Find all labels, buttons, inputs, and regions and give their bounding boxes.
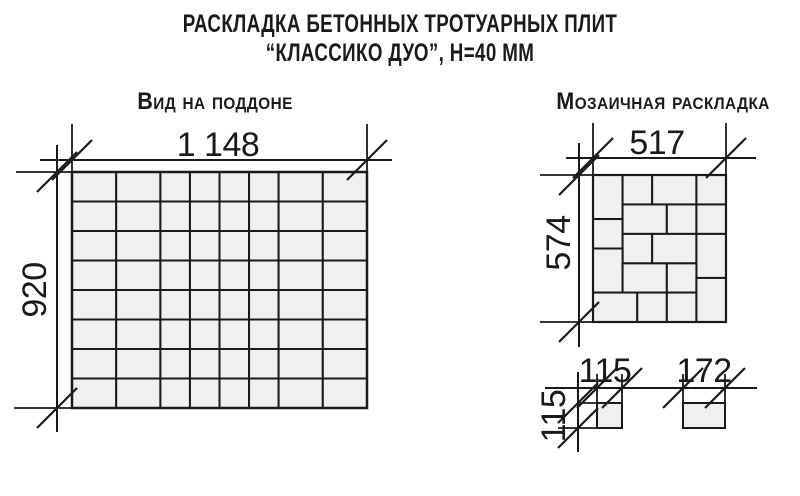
- pallet-tile: [72, 202, 116, 232]
- pallet-tile: [190, 202, 220, 232]
- mosaic-tile: [623, 175, 653, 204]
- pallet-tile: [160, 231, 190, 261]
- pallet-tile: [160, 290, 190, 320]
- pallet-tile: [72, 172, 116, 202]
- pallet-tile: [160, 320, 190, 350]
- pallet-tile: [72, 290, 116, 320]
- mosaic-tile: [696, 234, 726, 278]
- pallet-tile: [323, 290, 367, 320]
- mosaic-tile: [623, 204, 667, 233]
- pallet-tile: [279, 290, 323, 320]
- pallet-tile: [279, 261, 323, 291]
- pallet-tile: [220, 349, 250, 379]
- pallet-tile: [249, 202, 279, 232]
- pallet-tile: [160, 379, 190, 409]
- pallet-tile: [323, 320, 367, 350]
- title-line-2: “КЛАССИКО ДУО”, Н=40 ММ: [265, 39, 535, 67]
- pallet-tile: [279, 172, 323, 202]
- pallet-tile: [220, 202, 250, 232]
- pallet-tile: [220, 231, 250, 261]
- pallet-tile: [279, 379, 323, 409]
- mosaic-tile: [637, 293, 667, 322]
- pallet-tile: [116, 349, 160, 379]
- pallet-view-label: Вид на поддоне: [137, 88, 293, 115]
- pallet-tile: [116, 231, 160, 261]
- pallet-height-label: 920: [16, 262, 54, 318]
- mosaic-tile: [667, 204, 697, 233]
- pallet-tile: [72, 231, 116, 261]
- pallet-tile: [279, 320, 323, 350]
- pallet-tile: [190, 290, 220, 320]
- pallet-tile: [323, 349, 367, 379]
- pallet-tile: [116, 320, 160, 350]
- mosaic-view-label: Мозаичная раскладка: [556, 88, 770, 115]
- pallet-tile: [249, 320, 279, 350]
- mosaic-tile: [667, 263, 697, 292]
- pallet-tile: [279, 349, 323, 379]
- pallet-tile: [220, 379, 250, 409]
- square-width-label: 115: [578, 352, 632, 390]
- detail-rect-tile: [683, 403, 725, 428]
- pallet-tile: [249, 379, 279, 409]
- pallet-tile: [249, 231, 279, 261]
- pallet-tile: [160, 261, 190, 291]
- pallet-tile: [190, 379, 220, 409]
- pallet-tile: [220, 320, 250, 350]
- pallet-tile: [190, 231, 220, 261]
- mosaic-tile: [593, 293, 637, 322]
- pallet-tile: [160, 349, 190, 379]
- mosaic-tile: [623, 263, 667, 292]
- pallet-tile: [72, 379, 116, 409]
- mosaic-tile: [652, 234, 696, 263]
- pallet-tile: [249, 290, 279, 320]
- pallet-tile: [72, 261, 116, 291]
- mosaic-tile: [593, 219, 623, 248]
- mosaic-tile: [696, 175, 726, 204]
- pallet-tile: [249, 172, 279, 202]
- pallet-tile: [116, 202, 160, 232]
- mosaic-tile: [652, 175, 696, 204]
- pallet-tile: [116, 290, 160, 320]
- pallet-tile: [116, 379, 160, 409]
- title-line-1: РАСКЛАДКА БЕТОННЫХ ТРОТУАРНЫХ ПЛИТ: [182, 10, 618, 38]
- mosaic-tile: [696, 278, 726, 322]
- pallet-width-label: 1 148: [176, 126, 260, 164]
- square-height-label: 115: [535, 389, 573, 443]
- rect-width-label: 172: [676, 352, 732, 390]
- pallet-tile: [160, 172, 190, 202]
- pallet-tile: [249, 261, 279, 291]
- pallet-tile: [190, 172, 220, 202]
- mosaic-tile: [593, 175, 623, 219]
- pallet-tile: [116, 172, 160, 202]
- pallet-tile: [249, 349, 279, 379]
- pallet-tile: [323, 202, 367, 232]
- pallet-tile: [279, 231, 323, 261]
- pallet-tile: [190, 349, 220, 379]
- mosaic-tile: [696, 204, 726, 233]
- pallet-tile: [323, 261, 367, 291]
- mosaic-height-label: 574: [540, 215, 578, 271]
- pallet-tile: [279, 202, 323, 232]
- pallet-tile: [323, 231, 367, 261]
- pallet-tile: [190, 261, 220, 291]
- pallet-tile: [72, 320, 116, 350]
- detail-square-tile: [597, 403, 622, 428]
- pallet-tile: [323, 379, 367, 409]
- mosaic-tile: [593, 249, 623, 293]
- pallet-tile: [220, 261, 250, 291]
- mosaic-tile: [667, 293, 697, 322]
- pallet-tile: [220, 290, 250, 320]
- mosaic-tile: [623, 234, 653, 263]
- pallet-tile: [220, 172, 250, 202]
- pallet-tile: [72, 349, 116, 379]
- pallet-tile: [190, 320, 220, 350]
- mosaic-width-label: 517: [629, 124, 685, 162]
- pallet-tile: [116, 261, 160, 291]
- pallet-tile: [323, 172, 367, 202]
- pallet-tile: [160, 202, 190, 232]
